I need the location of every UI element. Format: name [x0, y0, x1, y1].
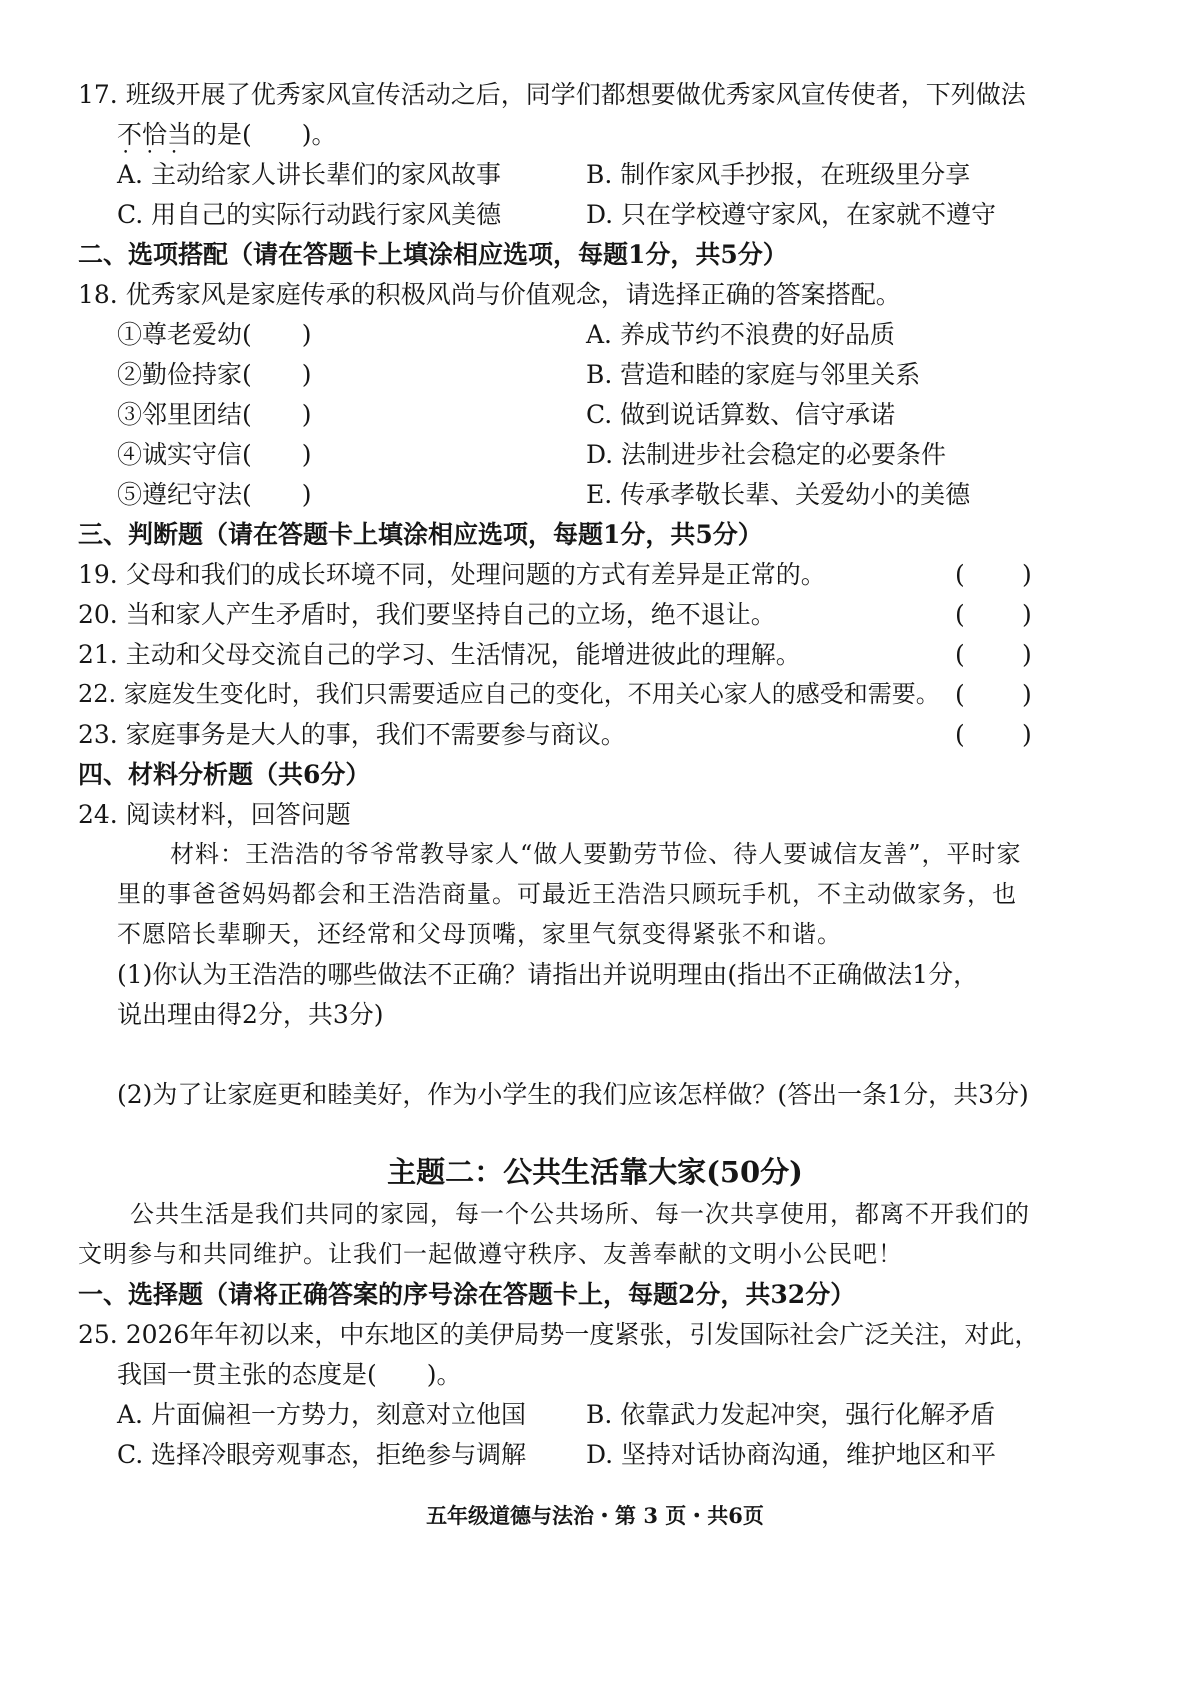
q20-paren-open: ( — [955, 600, 965, 629]
q18-right-c: C. 做到说话算数、信守承诺 — [586, 400, 896, 429]
q18-right-e: E. 传承孝敬长辈、关爱幼小的美德 — [586, 480, 971, 509]
q18-left-1: ①尊老爱幼( ) — [117, 320, 312, 349]
q18-left-4: ④诚实守信( ) — [117, 440, 312, 469]
q25-line2: 我国一贯主张的态度是( )。 — [117, 1360, 462, 1389]
material-line3: 不愿陪长辈聊天，还经常和父母顶嘴，家里气氛变得紧张不和谐。 — [117, 920, 842, 948]
theme2-intro-line1: 公共生活是我们共同的家园，每一个公共场所、每一次共享使用，都离不开我们的 — [130, 1200, 1030, 1228]
q22-paren-open: ( — [955, 680, 965, 709]
q17-option-a: A. 主动给家人讲长辈们的家风故事 — [117, 160, 501, 189]
q20: 20. 当和家人产生矛盾时，我们要坚持自己的立场，绝不退让。 — [78, 600, 776, 629]
material-line1: 材料：王浩浩的爷爷常教导家人“做人要勤劳节俭、待人要诚信友善”，平时家 — [170, 840, 1022, 868]
q19-paren-open: ( — [955, 560, 965, 589]
theme2-title: 主题二：公共生活靠大家(50分) — [387, 1155, 803, 1189]
q25-option-b: B. 依靠武力发起冲突，强行化解矛盾 — [586, 1400, 996, 1429]
q21-paren-close: ) — [1022, 640, 1032, 669]
q17-line1: 17. 班级开展了优秀家风宣传活动之后，同学们都想要做优秀家风宣传使者，下列做法 — [78, 80, 1026, 109]
q24-sub1-line2: 说出理由得2分，共3分) — [117, 1000, 384, 1029]
q18-right-b: B. 营造和睦的家庭与邻里关系 — [586, 360, 921, 389]
q20-paren-close: ) — [1022, 600, 1032, 629]
q18-left-3: ③邻里团结( ) — [117, 400, 312, 429]
q21-paren-open: ( — [955, 640, 965, 669]
q18-right-a: A. 养成节约不浪费的好品质 — [586, 320, 895, 349]
q18-right-d: D. 法制进步社会稳定的必要条件 — [586, 440, 947, 469]
q24-sub2: (2)为了让家庭更和睦美好，作为小学生的我们应该怎样做？(答出一条1分，共3分) — [117, 1080, 1029, 1109]
q23-paren-close: ) — [1022, 720, 1032, 749]
q17-stem-end: 不恰当的是( )。 • • • — [117, 120, 337, 149]
q25-option-c: C. 选择冷眼旁观事态，拒绝参与调解 — [117, 1440, 527, 1469]
q17-option-c: C. 用自己的实际行动践行家风美德 — [117, 200, 502, 229]
theme2-intro-line2: 文明参与和共同维护。让我们一起做遵守秩序、友善奉献的文明小公民吧！ — [78, 1240, 903, 1268]
section4-header: 四、材料分析题（共6分） — [78, 760, 371, 789]
q23: 23. 家庭事务是大人的事，我们不需要参与商议。 — [78, 720, 626, 749]
q18-left-2: ②勤俭持家( ) — [117, 360, 312, 389]
q21: 21. 主动和父母交流自己的学习、生活情况，能增进彼此的理解。 — [78, 640, 801, 669]
page-footer: 五年级道德与法治・第 3 页・共6页 — [426, 1503, 764, 1528]
section2-header: 二、选项搭配（请在答题卡上填涂相应选项，每题1分，共5分） — [78, 240, 788, 269]
q24-stem: 24. 阅读材料，回答问题 — [78, 800, 351, 829]
q23-paren-open: ( — [955, 720, 965, 749]
section3-header: 三、判断题（请在答题卡上填涂相应选项，每题1分，共5分） — [78, 520, 763, 549]
theme2-section1-header: 一、选择题（请将正确答案的序号涂在答题卡上，每题2分，共32分） — [78, 1280, 856, 1309]
q24-sub1-line1: (1)你认为王浩浩的哪些做法不正确？请指出并说明理由(指出不正确做法1分， — [117, 960, 979, 989]
q18-left-5: ⑤遵纪守法( ) — [117, 480, 312, 509]
q17-line2 — [117, 120, 337, 150]
q18-stem: 18. 优秀家风是家庭传承的积极风尚与价值观念，请选择正确的答案搭配。 — [78, 280, 901, 309]
material-line2: 里的事爸爸妈妈都会和王浩浩商量。可最近王浩浩只顾玩手机，不主动做家务，也 — [117, 880, 1017, 908]
q25-option-a: A. 片面偏袒一方势力，刻意对立他国 — [117, 1400, 526, 1429]
q25-option-d: D. 坚持对话协商沟通，维护地区和平 — [586, 1440, 997, 1469]
q19: 19. 父母和我们的成长环境不同，处理问题的方式有差异是正常的。 — [78, 560, 826, 589]
q25-line1: 25. 2026年年初以来，中东地区的美伊局势一度紧张，引发国际社会广泛关注，对此， — [78, 1320, 1040, 1349]
q17-option-b: B. 制作家风手抄报，在班级里分享 — [586, 160, 971, 189]
q22-paren-close: ) — [1022, 680, 1032, 709]
q19-paren-close: ) — [1022, 560, 1032, 589]
q22: 22. 家庭发生变化时，我们只需要适应自己的变化，不用关心家人的感受和需要。 — [78, 680, 940, 708]
q17-option-d: D. 只在学校遵守家风，在家就不遵守 — [586, 200, 997, 229]
